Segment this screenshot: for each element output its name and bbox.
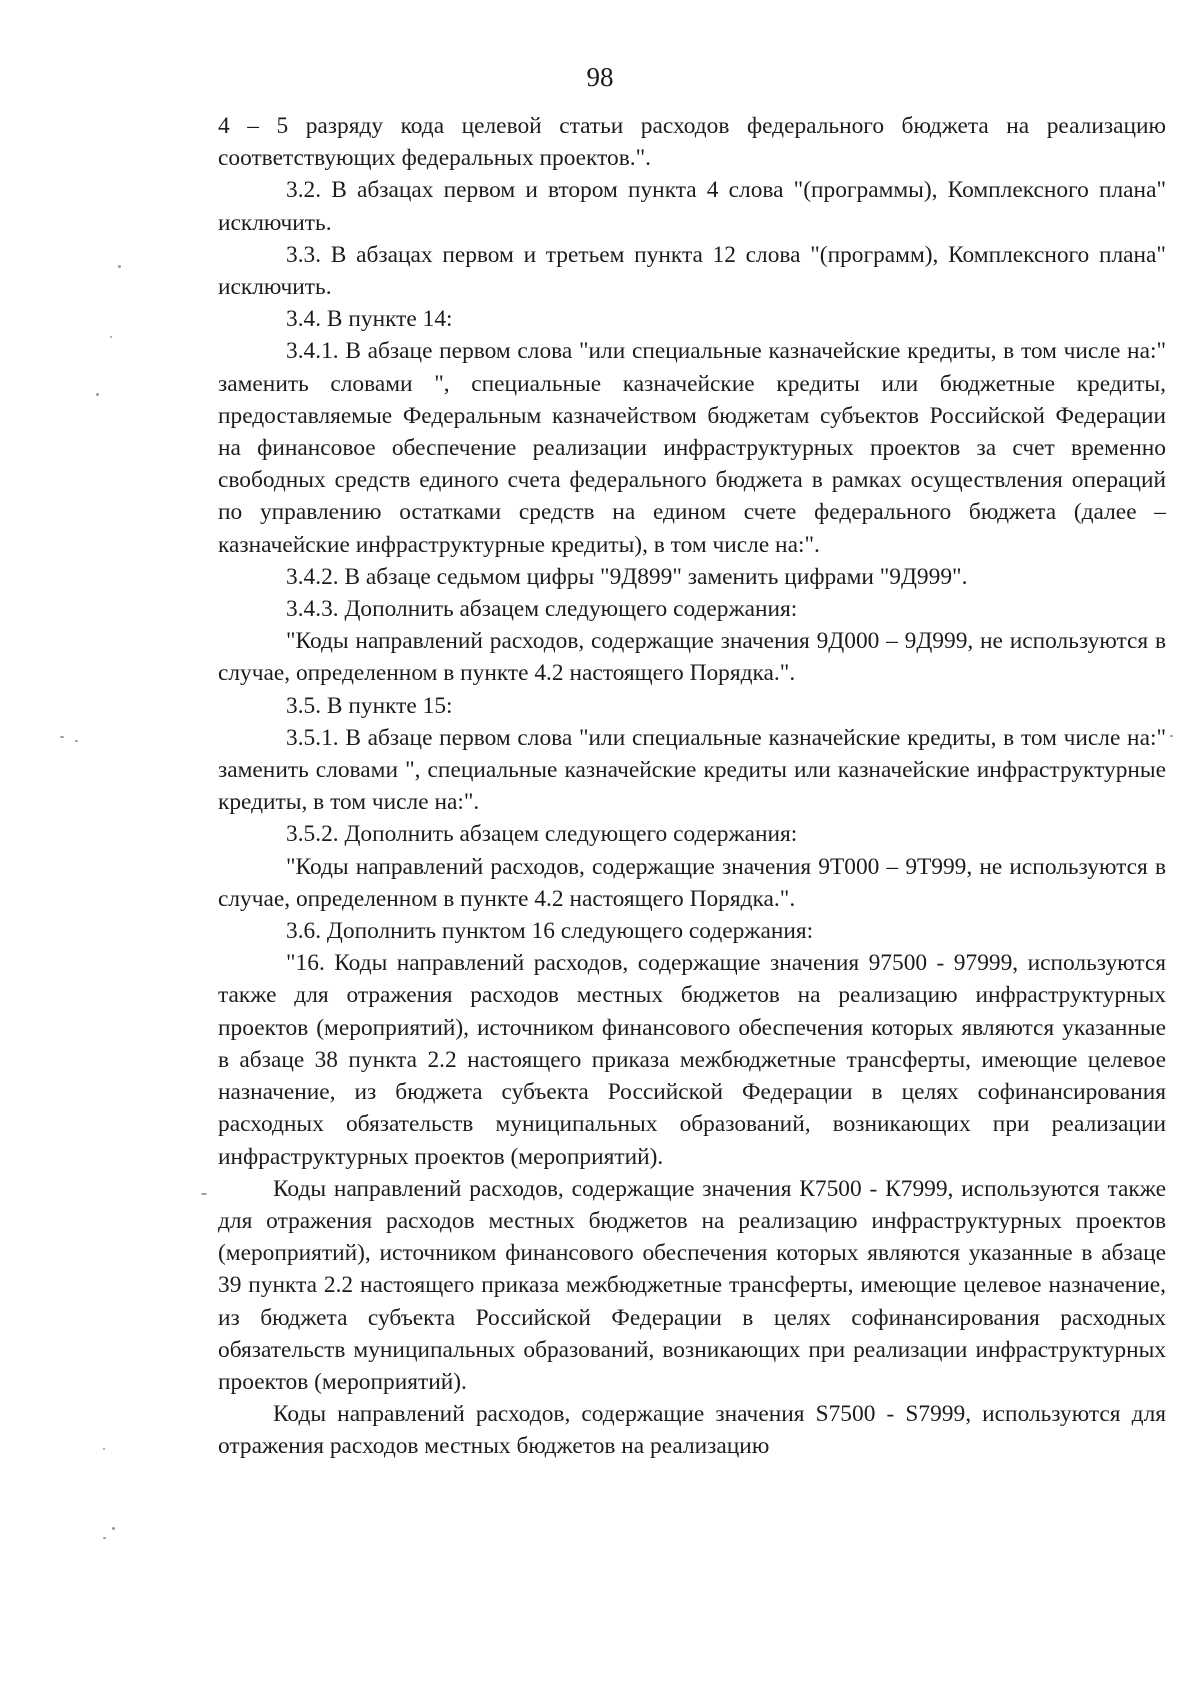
paragraph-3-4-3: 3.4.3. Дополнить абзацем следующего содержания: xyxy=(286,596,798,623)
paragraph-quote-9d: "Коды направлений расходов, содержащие значения 9Д000 – 9Д999, не используются в случае, определенном в пункте 4.2 настоящего Порядка.". xyxy=(218,628,1166,687)
scan-speck xyxy=(103,1448,105,1450)
paragraph-3-2: 3.2. В абзацах первом и втором пункта 4 слова "(программы), Комплексного плана" исключить. xyxy=(218,177,1166,236)
scan-speck xyxy=(112,1527,115,1530)
paragraph-3-4-1: 3.4.1. В абзаце первом слова "или специальные казначейские кредиты, в том числе на:" заменить словами ", специальные казначейские кредиты или бюджетные кредиты, предоставляемые Федеральным казначейством бюджетам субъектов Российской Федерации на финансовое обеспечение реализации инфраструктурных проектов за счет временно свободных средств единого счета федерального бюджета в рамках осуществления операций по управлению остатками средств на едином счете федерального бюджета (далее – казначейские инфраструктурные кредиты), в том числе на:". xyxy=(218,338,1166,558)
paragraph-3-4: 3.4. В пункте 14: xyxy=(286,306,453,333)
scan-speck xyxy=(201,1193,207,1195)
paragraph-quote-9t: "Коды направлений расходов, содержащие значения 9Т000 – 9Т999, не используются в случае, определенном в пункте 4.2 настоящего Порядка.". xyxy=(218,853,1166,912)
paragraph-s7500: Коды направлений расходов, содержащие значения S7500 - S7999, используются для отражения расходов местных бюджетов на реализацию xyxy=(218,1401,1166,1460)
paragraph-3-6: 3.6. Дополнить пунктом 16 следующего содержания: xyxy=(286,918,814,945)
paragraph-continuation: 4 – 5 разряду кода целевой статьи расходов федерального бюджета на реализацию соответствующих федеральных проектов.". xyxy=(218,113,1166,172)
scan-speck xyxy=(75,740,78,742)
paragraph-3-5-1: 3.5.1. В абзаце первом слова "или специальные казначейские кредиты, в том числе на:" заменить словами ", специальные казначейские кредиты или казначейские инфраструктурные кредиты, в том числе на:". xyxy=(218,724,1166,816)
scan-speck xyxy=(103,1537,106,1539)
paragraph-3-5: 3.5. В пункте 15: xyxy=(286,692,453,719)
paragraph-3-5-2: 3.5.2. Дополнить абзацем следующего содержания: xyxy=(286,821,798,848)
paragraph-3-3: 3.3. В абзацах первом и третьем пункта 12 слова "(программ), Комплексного плана" исключить. xyxy=(218,241,1166,301)
scan-speck xyxy=(60,736,64,738)
scan-speck xyxy=(110,336,112,338)
paragraph-16: "16. Коды направлений расходов, содержащие значения 97500 - 97999, используются также для отражения расходов местных бюджетов на реализацию инфраструктурных проектов (мероприятий), источником финансового обеспечения которых являются указанные в абзаце 38 пункта 2.2 настоящего приказа межбюджетные трансферты, имеющие целевое назначение, из бюджета субъекта Российской Федерации в целях софинансирования расходных обязательств муниципальных образований, возникающих при реализации инфраструктурных проектов (мероприятий). xyxy=(218,950,1166,1170)
paragraph-3-4-2: 3.4.2. В абзаце седьмом цифры "9Д899" заменить цифрами "9Д999". xyxy=(286,563,968,590)
scan-speck xyxy=(1170,735,1173,737)
document-body xyxy=(218,110,1166,1463)
scan-speck xyxy=(96,393,99,396)
scan-speck xyxy=(118,265,121,268)
page-number: 98 xyxy=(586,62,614,92)
paragraph-k7500: Коды направлений расходов, содержащие значения К7500 - К7999, используются также для отражения расходов местных бюджетов на реализацию инфраструктурных проектов (мероприятий), источником финансового обеспечения которых являются указанные в абзаце 39 пункта 2.2 настоящего приказа межбюджетные трансферты, имеющие целевое назначение, из бюджета субъекта Российской Федерации в целях софинансирования расходных обязательств муниципальных образований, возникающих при реализации инфраструктурных проектов (мероприятий). xyxy=(218,1175,1166,1395)
